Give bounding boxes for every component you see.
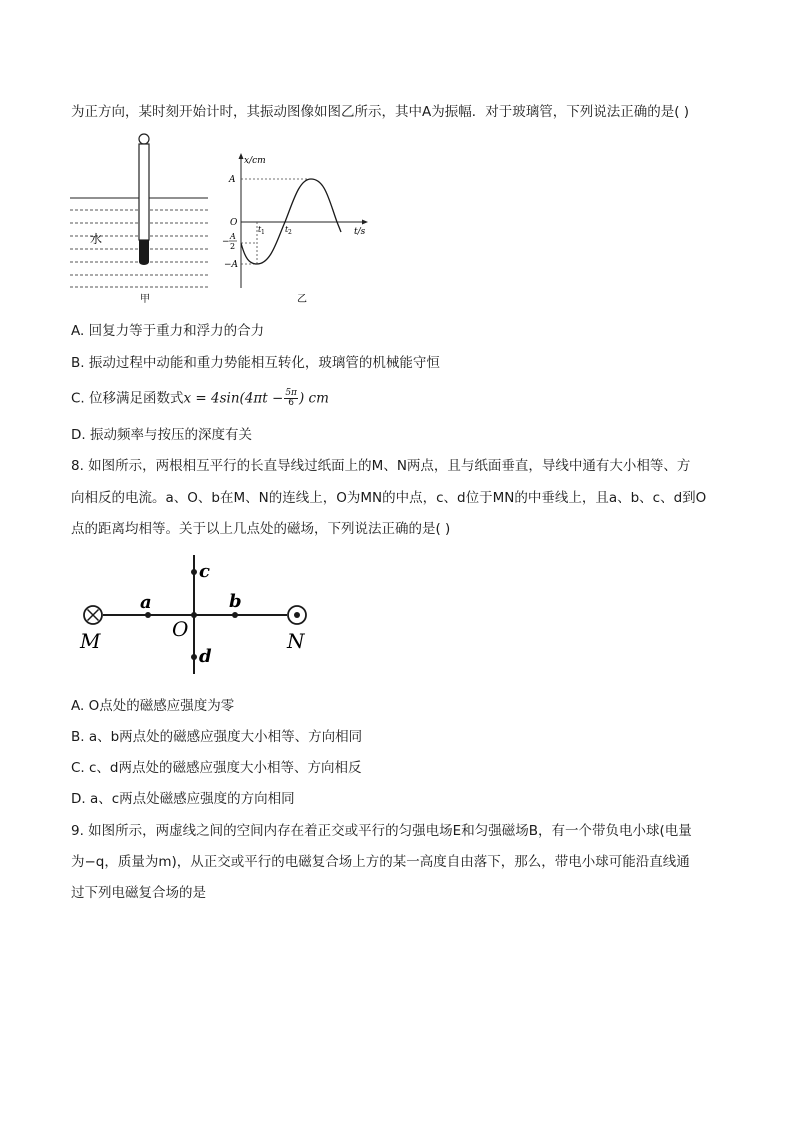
figure-yi-caption: 乙 [297,294,307,305]
q8-option-d: D. a、c两点处磁感应强度的方向相同 [71,791,295,807]
q8-option-c: C. c、d两点处的磁感应强度大小相等、方向相反 [71,760,362,776]
t2-label: t [285,225,289,234]
q7-option-c-formula-a: x = 4sin(4πt − [183,390,284,407]
q8-stem-line-3: 点的距离均相等。关于以上几点处的磁场，下列说法正确的是( ) [71,521,451,537]
label-d: d [199,646,212,667]
t2-subscript: 2 [288,229,292,236]
figure-jia-caption: 甲 [140,294,150,305]
tick-half-denominator: 2 [230,242,236,251]
label-b: b [229,591,242,612]
figure-jia-glass-tube [68,130,213,310]
q7-option-c-prefix: C. 位移满足函数式 [71,390,184,407]
q8-option-a: A. O点处的磁感应强度为零 [71,698,235,714]
q8-stem-line-1: 8. 如图所示，两根相互平行的长直导线过纸面上的M、N两点，且与纸面垂直，导线中通有大小相等、方 [71,458,691,474]
q8-stem-line-2: 向相反的电流。a、O、b在M、N的连线上，O为MN的中点，c、d位于MN的中垂线上，且a、b、c、d到O [71,490,707,506]
tick-half-numerator: A [230,232,236,241]
t1-subscript: 1 [261,229,265,236]
q7-stem-line: 为正方向，某时刻开始计时，其振动图像如图乙所示，其中A为振幅．对于玻璃管，下列说法正确的是( ) [71,104,690,120]
label-a: a [140,592,152,613]
label-m: M [80,629,101,653]
label-o: O [172,617,189,641]
svg-text:−: − [222,237,230,247]
q9-stem-line-2: 为−q，质量为m)，从正交或平行的电磁复合场上方的某一高度自由落下，那么，带电小球可能沿直线通 [71,854,690,870]
q7-option-d: D. 振动频率与按压的深度有关 [71,427,252,443]
q7-option-b: B. 振动过程中动能和重力势能相互转化，玻璃管的机械能守恒 [71,355,440,371]
tick-negative-amplitude: −A [224,260,239,270]
origin-label: O [230,218,238,228]
q7-option-c-fraction: $\frac{5\pi}{6}$ [285,388,297,408]
label-n: N [287,629,305,653]
q7-option-c [71,389,329,408]
q8-option-b: B. a、b两点处的磁感应强度大小相等、方向相同 [71,729,363,745]
y-axis-label: x/cm [244,156,266,166]
x-axis-label: t/s [354,227,366,237]
label-c: c [199,561,210,582]
q9-stem-line-3: 过下列电磁复合场的是 [71,885,206,901]
t1-label: t [258,225,262,234]
tick-amplitude: A [229,175,236,185]
figure-yi-vibration-graph [215,150,375,310]
q7-option-a: A. 回复力等于重力和浮力的合力 [71,323,265,339]
figure-magnetic-wires [75,550,320,678]
q9-stem-line-1: 9. 如图所示，两虚线之间的空间内存在着正交或平行的匀强电场E和匀强磁场B，有一个带负电小球(电量 [71,823,692,839]
q7-option-c-formula-b: ) cm [298,390,329,407]
water-label: 水 [90,232,103,246]
